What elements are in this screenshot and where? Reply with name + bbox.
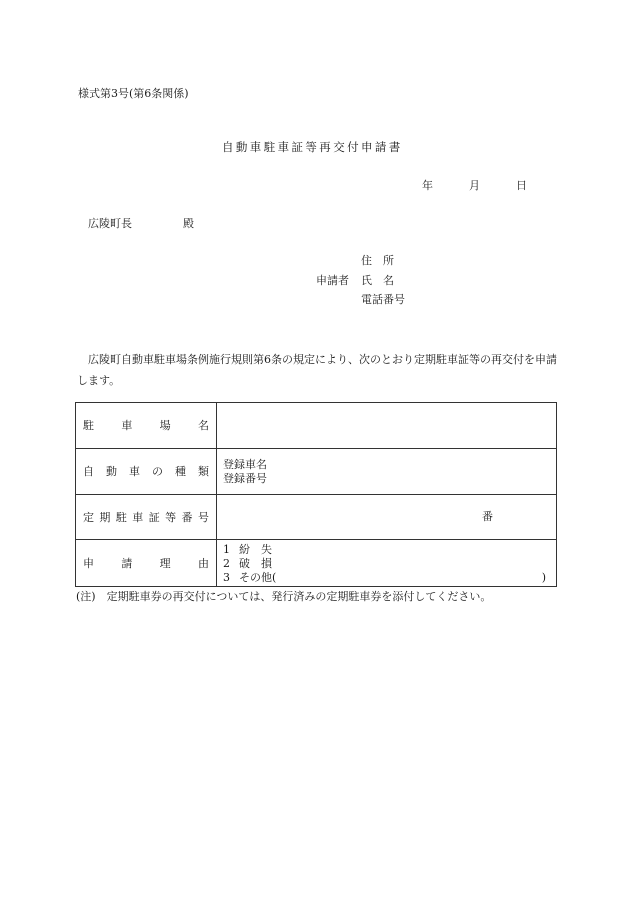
applicant-role-label: 申請者 (316, 274, 349, 287)
parking-name-label-cell (76, 403, 217, 449)
reason-text: 紛 失 (239, 542, 272, 556)
application-statement: 広陵町自動車駐車場条例施行規則第6条の規定により、次のとおり定期駐車証等の再交付を申請します。 (77, 353, 557, 387)
char: 動 (106, 465, 117, 478)
char: 理 (159, 556, 171, 570)
document-title: 自動車駐車証等再交付申請書 (222, 140, 403, 154)
char: 駐 (83, 419, 94, 432)
char: 類 (198, 465, 209, 478)
table-row-parking (76, 403, 557, 449)
vehicle-type-label-cell (76, 449, 217, 495)
char: 車 (132, 510, 144, 524)
phone-label: 電話番号 (361, 293, 405, 306)
char: 定 (83, 510, 94, 524)
char: 駐 (115, 510, 127, 524)
reason-other-close: ) (541, 570, 546, 584)
reason-number: 3 (223, 570, 230, 584)
name-label: 氏 名 (361, 274, 394, 287)
application-table (75, 402, 557, 587)
parking-name-field[interactable] (217, 403, 557, 449)
table-row-reason (76, 540, 557, 587)
vehicle-type-label (76, 466, 216, 477)
address-label: 住 所 (361, 254, 394, 267)
reason-number: 2 (223, 556, 230, 570)
char: 期 (99, 510, 111, 524)
date-day-label: 日 (516, 179, 527, 192)
reason-options (217, 540, 557, 587)
char: の (152, 465, 163, 478)
parking-name-label (76, 420, 216, 431)
char: 証 (148, 510, 160, 524)
pass-number-label (76, 512, 216, 523)
reason-option-lost[interactable] (223, 543, 556, 557)
char: 請 (121, 556, 133, 570)
footnote: (注) 定期駐車券の再交付については、発行済みの定期駐車券を添付してください。 (76, 590, 492, 603)
reason-option-other[interactable] (223, 571, 556, 585)
date-month-label: 月 (469, 179, 480, 192)
table-row-pass-number (76, 495, 557, 540)
reason-number: 1 (223, 542, 230, 556)
vehicle-name-label: 登録車名 (223, 457, 267, 471)
char: 車 (121, 419, 133, 432)
pass-number-suffix: 番 (482, 510, 493, 523)
char: 自 (83, 465, 94, 478)
pass-number-label-cell (76, 495, 217, 540)
reason-text: 破 損 (239, 556, 272, 570)
char: 名 (197, 419, 209, 432)
char: 申 (83, 556, 94, 570)
vehicle-number-label: 登録番号 (223, 471, 267, 485)
char: 場 (159, 419, 171, 432)
date-year-label: 年 (422, 179, 433, 192)
reason-label (76, 558, 216, 569)
addressee-name: 広陵町長 (88, 217, 132, 230)
form-id: 様式第3号(第6条関係) (78, 87, 189, 100)
char: 種 (175, 465, 186, 478)
reason-label-cell (76, 540, 217, 587)
reason-text: その他( (239, 570, 277, 584)
char: 車 (129, 465, 140, 478)
char: 等 (165, 510, 177, 524)
vehicle-info-field[interactable] (217, 449, 557, 495)
char: 号 (197, 510, 209, 524)
char: 番 (181, 510, 193, 524)
char: 由 (197, 556, 209, 570)
pass-number-field[interactable] (217, 495, 557, 540)
reason-option-damaged[interactable] (223, 557, 556, 571)
addressee-honorific: 殿 (183, 217, 194, 230)
table-row-vehicle (76, 449, 557, 495)
